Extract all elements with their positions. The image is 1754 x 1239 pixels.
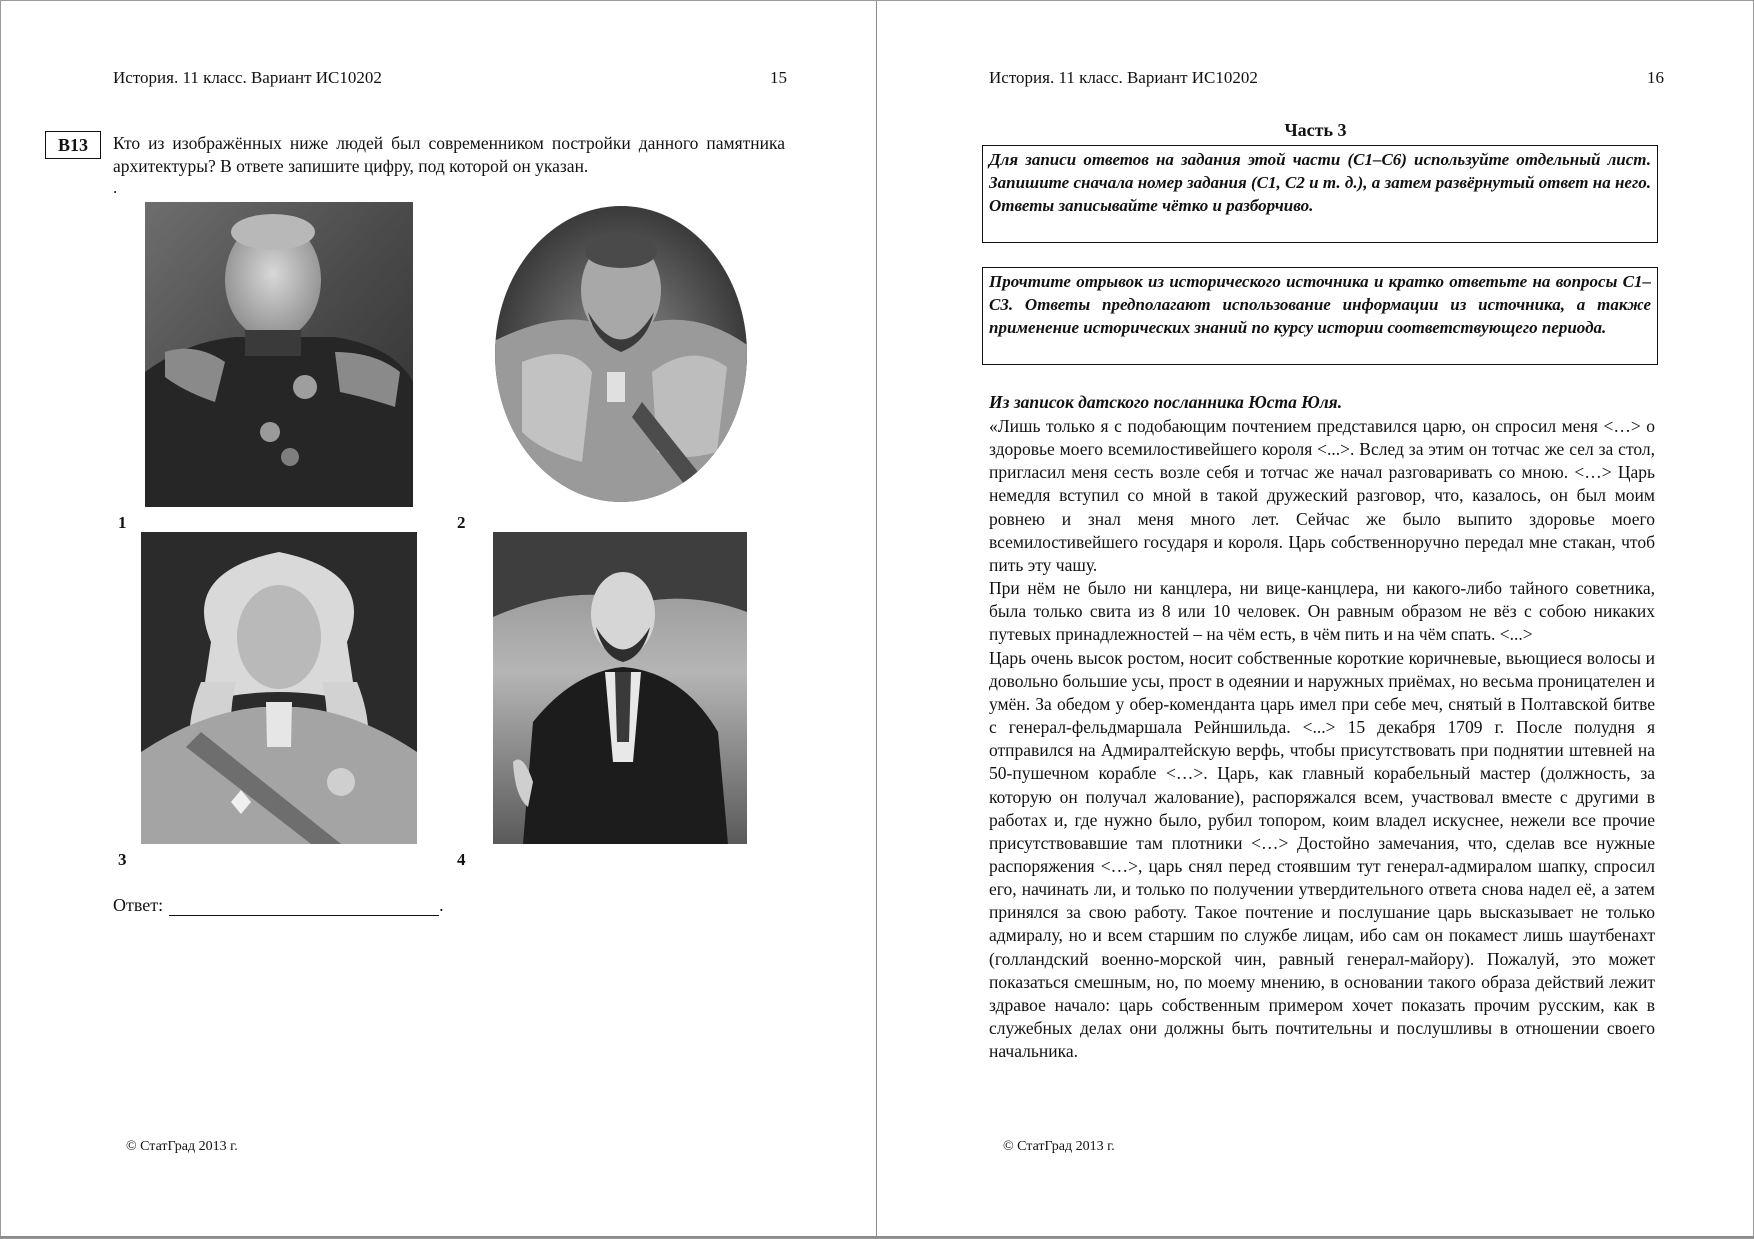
portrait-1-image (145, 202, 413, 507)
portrait-label-4: 4 (457, 850, 466, 869)
task-dot: . (113, 178, 118, 197)
page-number: 15 (770, 68, 787, 87)
instruction-box-source: Прочтите отрывок из исторического источника и кратко ответьте на вопросы С1–С3. Ответы предполагают использование информации из источника, а также применение исторических знаний по курсу истории соответствующего периода. (982, 267, 1658, 365)
page-number: 16 (1647, 68, 1664, 87)
answer-field (113, 895, 444, 916)
portrait-4-image (493, 532, 747, 844)
page-header-title: История. 11 класс. Вариант ИС10202 (989, 68, 1258, 87)
instruction-box-answers: Для записи ответов на задания этой части (С1–С6) используйте отдельный лист. Запишите сначала номер задания (С1, С2 и т. д.), а затем развёрнутый ответ на него. Ответы записывайте чётко и разборчиво. (982, 145, 1658, 243)
excerpt-paragraph-1: «Лишь только я с подобающим почтением представился царю, он спросил меня <…> о здоровье моего всемилостивейшего короля <...>. Вслед за этим он тотчас же сел за стол, пригласил меня сесть возле себя и тотчас же начал разговаривать со мною. <…> Царь немедля вступил со мной в такой дружеский разговор, что, казалось, он был моим ровнею и знал меня много лет. Сейчас же было выпито здоровье моего всемилостивейшего государя и короля. Царь собственноручно передал мне стакан, чтоб пить эту чашу. (989, 416, 1655, 575)
copyright: © СтатГрад 2013 г. (1003, 1139, 1115, 1154)
portrait-label-3: 3 (118, 850, 127, 869)
task-question: Кто из изображённых ниже людей был современником постройки данного памятника архитектуры? В ответе запишите цифру, под которой он указан. (113, 133, 785, 176)
answer-blank[interactable] (169, 897, 439, 916)
page-15 (0, 0, 876, 1239)
portrait-2-image (492, 202, 750, 507)
portrait-3-image (141, 532, 417, 844)
excerpt-paragraph-3: Царь очень высок ростом, носит собственные короткие коричневые, вьющиеся волосы и довольно большие усы, прост в одеянии и наружных приёмах, но весьма проницателен и умён. За обедом у обер-коменданта царь имел при себе меч, снятый в Полтавской битве с генерал-фельдмаршала Рейншильда. <...> 15 декабря 1709 г. После полудня я отправился на Адмиралтейскую верфь, чтобы присутствовать при поднятии штевней на 50-пушечном корабле <…>. Царь, как главный корабельный мастер (должность, за которую он получал жалование), распоряжался всем, участвовал вместе с другими в работах и, где нужно было, рубил топором, коим владел искуснее, нежели все прочие присутствовавшие там плотники <…> Достойно замечания, что, сделав все нужные распоряжения <…>, царь снял перед стоявшим тут генерал-адмиралом шапку, спросил его, начинать ли, и только по получении утвердительного ответа снова надел её, а затем принялся за свою работу. Такое почтение и послушание царь высказывает не только адмиралу, но и всем старшим по службе лицам, ибо сам он покамест лишь шаутбенахт (голландский военно-морской чин, равный генерал-майору). Пожалуй, это может показаться смешным, но, по моему мнению, в основании такого образа действий лежит здравое начало: царь собственным примером хочет показать прочим русским, как в служебных делах они должны быть почтительны и послушливы в отношении своего начальника. (989, 647, 1655, 1062)
portrait-label-2: 2 (457, 513, 466, 532)
part-title: Часть 3 (1284, 120, 1347, 140)
copyright: © СтатГрад 2013 г. (126, 1139, 238, 1154)
answer-label: Ответ: (113, 895, 164, 915)
answer-end: . (439, 895, 444, 915)
source-title: Из записок датского посланника Юста Юля. (989, 392, 1343, 412)
page-16 (877, 0, 1754, 1239)
page-header-title: История. 11 класс. Вариант ИС10202 (113, 68, 382, 87)
task-id-badge: B13 (45, 131, 101, 159)
source-excerpt (989, 415, 1655, 1063)
portrait-label-1: 1 (118, 513, 127, 532)
excerpt-paragraph-2: При нём не было ни канцлера, ни вице-канцлера, ни какого-либо тайного советника, была только свита из 8 или 10 человек. Он равным образом не вёз с собою никаких путевых принадлежностей – на чём есть, в чём пить и на чём спать. <...> (989, 578, 1655, 645)
